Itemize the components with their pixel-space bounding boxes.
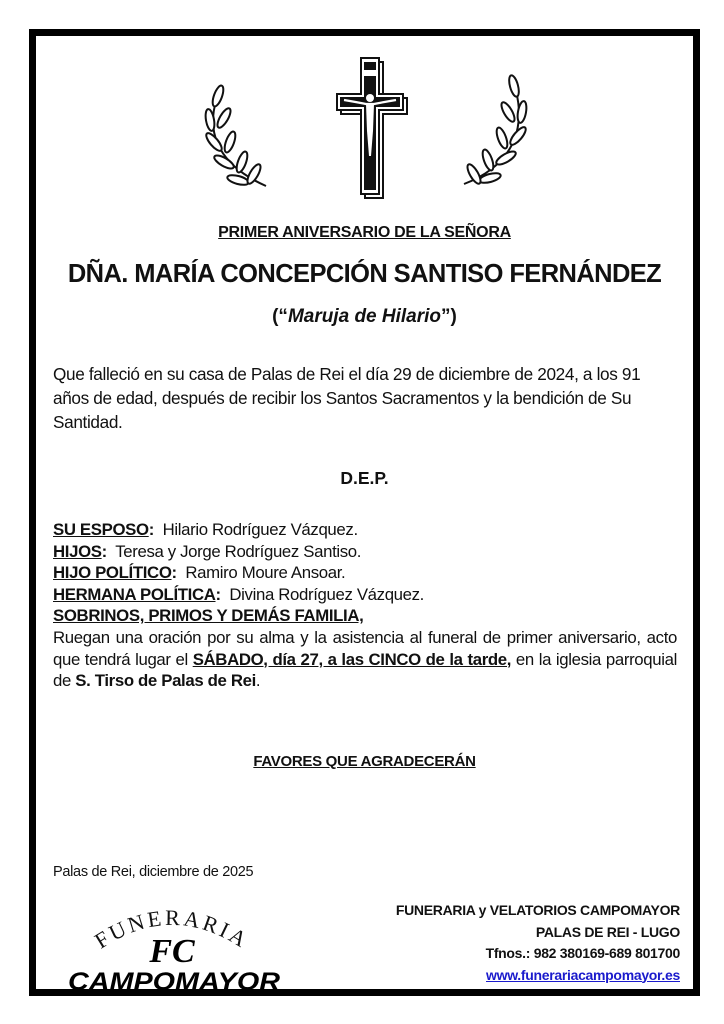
nickname: (“Maruja de Hilario”)	[272, 306, 457, 327]
family-row-spouse: SU ESPOSO: Hilario Rodríguez Vázquez.	[53, 520, 358, 539]
deceased-name: DÑA. MARÍA CONCEPCIÓN SANTISO FERNÁNDEZ	[67, 260, 662, 288]
funeraria-logo	[62, 896, 292, 996]
contact-block	[396, 900, 680, 986]
funeral-request: Ruegan una oración por su alma y la asistencia al funeral de primer aniversario, acto que tendrá lugar el SÁBADO, día 27, a las CINCO de la tarde, en la iglesia parroquial de S. Tirso de Palas de Rei.	[53, 627, 677, 691]
logo-arc-text: FUNERARIA	[90, 904, 254, 954]
family-row-relatives: SOBRINOS, PRIMOS Y DEMÁS FAMILIA,	[53, 606, 364, 626]
laurel-right-icon	[464, 74, 528, 185]
dep-label: D.E.P.	[340, 468, 389, 488]
obituary-frame	[29, 29, 700, 996]
family-row-son-in-law: HIJO POLÍTICO: Ramiro Moure Ansoar.	[53, 563, 346, 583]
anniversary-heading: PRIMER ANIVERSARIO DE LA SEÑORA	[218, 224, 511, 241]
company-name: FUNERARIA y VELATORIOS CAMPOMAYOR	[395, 902, 680, 918]
family-row-children: HIJOS: Teresa y Jorge Rodríguez Santiso.	[53, 541, 362, 561]
intro-paragraph: Que falleció en su casa de Palas de Rei el día 29 de diciembre de 2024, a los 91 años de edad, después de recibir los Santos Sacramentos y la bendición de Su Santidad.	[53, 364, 641, 432]
website-link[interactable]: www.funerariacampomayor.es	[486, 966, 680, 983]
crucifix-icon	[196, 56, 536, 206]
family-row-sister-in-law: HERMANA POLÍTICA: Divina Rodríguez Vázquez.	[53, 584, 424, 604]
place-date: Palas de Rei, diciembre de 2025	[53, 864, 254, 880]
logo-monogram: FC	[149, 933, 195, 970]
family-list	[53, 519, 677, 692]
logo-name: CAMPOMAYOR	[68, 968, 280, 996]
company-location: PALAS DE REI - LUGO	[535, 923, 680, 940]
laurel-left-icon	[204, 84, 266, 186]
closing-text: FAVORES QUE AGRADECERÁN	[253, 753, 476, 770]
company-phones: Tfnos.: 982 380169-689 801700	[485, 945, 680, 961]
